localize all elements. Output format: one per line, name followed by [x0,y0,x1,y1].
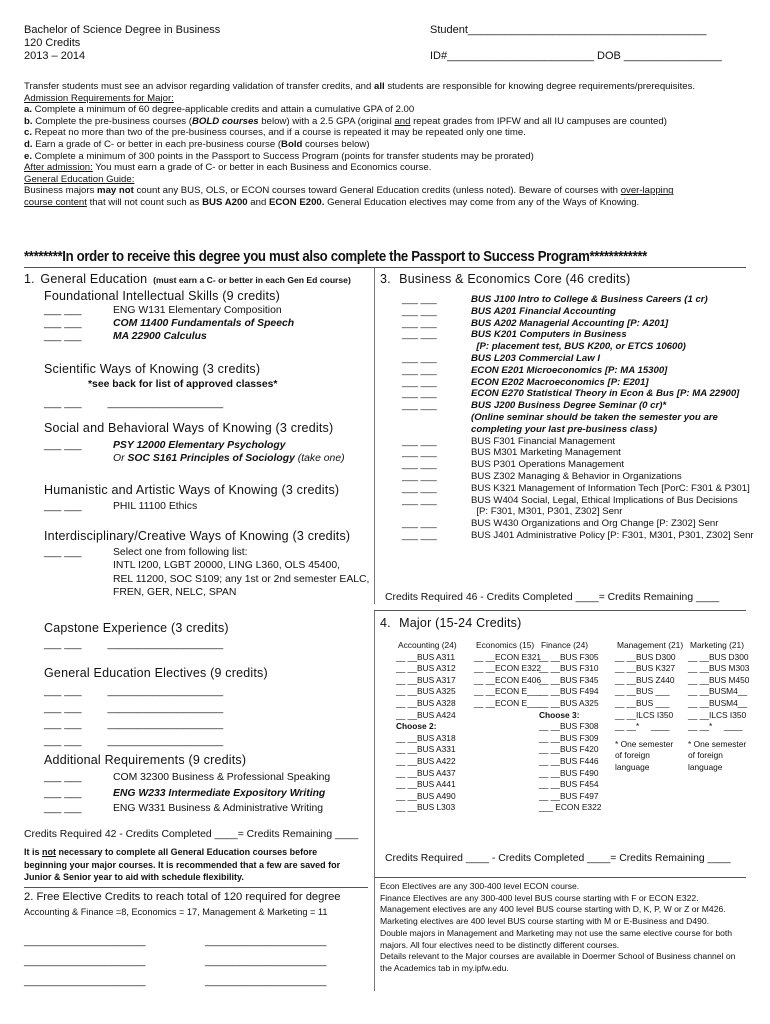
core-blank[interactable]: ___ ___ [402,352,437,364]
inter-blank[interactable]: ___ ___ [44,547,82,558]
core-blank[interactable]: ___ ___ [402,305,437,317]
major-marketing[interactable] [688,640,749,774]
management-item[interactable]: __ __BUS ___ [615,697,670,708]
finance-header: Finance (24) [541,640,589,650]
accounting-item[interactable]: __ __BUS L303 [396,802,456,813]
core-course: BUS J200 Business Degree Seminar (0 cr)* [471,400,667,412]
inter-list: Select one from following list: INTL I200, LGBT 20000, LING L360, OLS 45400, REL 11200, SOC S109; any 1st or 2nd semester EALC, FREN, GER, NELC, SPAN [113,547,370,599]
major-note-line: Marketing electives are 400 level BUS course starting with M or E-Business and D490. [380,916,710,927]
core-blank[interactable]: ___ ___ [402,459,437,471]
electives-heading: General Education Electives (9 credits) [44,666,268,680]
major-economics[interactable] [474,640,541,710]
core-course: BUS A202 Managerial Accounting [P: A201] [471,317,669,329]
core-course: BUS F301 Financial Management [471,435,615,447]
management-note: language [615,761,650,772]
free-elective-heading: 2. Free Elective Credits to reach total of 120 required for degree [24,891,341,903]
core-course: BUS Z302 Managing & Behavior in Organizations [471,470,682,482]
marketing-note: of foreign [688,750,723,761]
core-credits-line: Credits Required 46 - Credits Completed ____= Credits Remaining ____ [385,592,720,603]
major-credits-line: Credits Required ____ - Credits Completed ____= Credits Remaining ____ [385,853,731,864]
req-d: d. Earn a grade of C- or better in each pre-business course (Bold courses below) [24,138,370,150]
additional-heading: Additional Requirements (9 credits) [44,753,247,767]
accounting-item[interactable]: __ __BUS A317 [396,674,456,685]
economics-item[interactable]: __ __ECON E321 [474,651,542,662]
gened-credits-line: Credits Required 42 - Credits Completed ____= Credits Remaining ____ [24,829,359,840]
core-course: BUS J100 Intro to College & Business Careers (1 cr) [471,294,708,305]
elective-blanks[interactable]: ___ ___ ____________________ ___ ___ ____________________ ___ ___ ____________________ ___ ___ ____________________ [44,686,224,747]
management-item[interactable]: __ __ILCS I350 [615,709,674,720]
accounting-item[interactable]: __ __BUS A424 [396,709,456,720]
scientific-heading: Scientific Ways of Knowing (3 credits) [44,362,261,376]
core-courses [471,294,754,542]
finance-item: Choose 3: [539,709,580,720]
gen-ed-heading: 1. General Education (must earn a C- or better in each Gen Ed course) [24,272,351,286]
core-course: BUS W404 Social, Legal, Ethical Implications of Bus Decisions [471,494,738,506]
accounting-item[interactable]: __ __BUS A422 [396,755,456,766]
divider [374,610,746,611]
management-item[interactable]: __ __* ____ [615,721,670,732]
intro-section [24,81,754,209]
management-note: of foreign [615,750,650,761]
core-course: (Online seminar should be taken the semester you are [471,411,718,423]
humanistic-heading: Humanistic and Artistic Ways of Knowing (3 credits) [44,483,340,497]
accounting-item[interactable]: __ __BUS A437 [396,767,456,778]
divider [24,267,746,268]
economics-item[interactable]: __ __ECON E___ [474,697,542,708]
finance-item[interactable]: __ __BUS F308 [539,721,599,732]
accounting-item[interactable]: __ __BUS A318 [396,732,456,743]
capstone-blank[interactable]: ___ ___ ____________________ [44,639,224,650]
core-course: BUS K321 Management of Information Tech [PorC: F301 & P301] [471,482,750,494]
marketing-header: Marketing (21) [690,640,744,650]
core-blank[interactable]: ___ ___ [402,482,437,494]
column-divider [374,268,375,604]
catalog-year: 2013 – 2014 [24,50,86,62]
major-finance[interactable] [539,640,601,814]
marketing-item[interactable]: __ __BUSM4__ [688,697,748,708]
marketing-item[interactable]: __ __BUSM4__ [688,686,748,697]
finance-item[interactable]: __ __BUS A325 [539,697,599,708]
finance-item[interactable]: __ __BUS F309 [539,732,599,743]
management-item[interactable]: __ __BUS Z440 [615,674,675,685]
core-blank [402,506,437,518]
core-blank[interactable]: ___ ___ [402,294,437,305]
major-accounting[interactable] [396,640,457,814]
core-course: BUS W430 Organizations and Org Change [P: Z302] Senr [471,518,719,530]
program-info [24,24,220,63]
accounting-item[interactable]: __ __BUS A311 [396,651,455,662]
found-blanks[interactable]: ___ ___ ___ ___ ___ ___ [44,305,82,342]
sci-blank[interactable]: ___ ___ ____________________ [44,398,224,409]
core-course: completing your last pre-business class) [471,423,658,435]
id-dob-field[interactable]: ID#________________________ DOB ________________ [430,50,722,62]
core-blank[interactable]: ___ ___ [402,329,437,341]
student-field[interactable]: Student_______________________________________ [430,24,707,36]
core-blank[interactable]: ___ ___ [402,447,437,459]
major-note-line: Finance Electives are any 300-400 level BUS course starting with F or ECON E322. [380,892,699,903]
finance-item[interactable]: __ __BUS F494 [539,686,599,697]
economics-item[interactable]: __ __ECON E406 [474,674,542,685]
marketing-item[interactable]: __ __BUS M450 [688,674,750,685]
foundational-courses: ENG W131 Elementary Composition COM 11400 Fundamentals of Speech MA 22900 Calculus [113,305,295,342]
degree-title: Bachelor of Science Degree in Business [24,24,221,36]
finance-item[interactable]: __ __BUS F310 [539,663,599,674]
core-blank[interactable]: ___ ___ [402,494,437,506]
core-course: BUS M301 Marketing Management [471,447,621,459]
scientific-note: *see back for list of approved classes* [88,379,278,390]
req-e: e. Complete a minimum of 300 points in the Passport to Success Program (points for transfer students may be prorated) [24,150,534,162]
core-heading: 3. Business & Economics Core (46 credits) [380,272,631,286]
core-blank[interactable]: ___ ___ [402,518,437,530]
accounting-item[interactable]: __ __BUS A490 [396,790,456,801]
finance-item[interactable]: __ __BUS F345 [539,674,599,685]
intro-transfer-line: Transfer students must see an advisor regarding validation of transfer credits, and all students are responsible for knowing degree requirements/prerequisites. [24,81,696,92]
finance-item[interactable]: __ __BUS F490 [539,767,599,778]
core-course: BUS J401 Administrative Policy [P: F301, M301, P301, Z302] Senr [471,529,754,541]
accounting-item[interactable]: __ __BUS A441 [396,779,456,790]
core-blank [402,424,437,436]
major-management[interactable] [615,640,683,774]
core-course: BUS K201 Computers in Business [471,329,627,341]
management-note: * One semester [615,738,674,749]
finance-item[interactable]: __ __BUS F454 [539,779,599,790]
marketing-item[interactable]: __ __BUS D300 [688,651,749,662]
major-notes [380,881,735,975]
management-item[interactable]: __ __BUS K327 [615,663,676,674]
major-note-line: Double majors in Management and Marketing may not use the same elective course for both [380,927,733,938]
core-blank[interactable]: ___ ___ [402,400,437,412]
req-c: c. Repeat no more than two of the pre-business courses, and if a course is repeated it may be repeated only one time. [24,127,526,139]
economics-header: Economics (15) [476,640,535,650]
economics-item[interactable]: __ __ECON E___ [474,686,542,697]
social-heading: Social and Behavioral Ways of Knowing (3 credits) [44,421,334,435]
major-note-line: the Academics tab in my.ipfw.edu. [380,962,509,973]
req-b: b. Complete the pre-business courses (BOLD courses below) with a 2.5 GPA (original and repeat grades from IPFW and all IU campuses are counted) [24,115,667,127]
additional-courses: COM 32300 Business & Professional Speaking ENG W233 Intermediate Expository Writing ENG W331 Business & Administrative Writing [113,772,331,814]
inter-heading: Interdisciplinary/Creative Ways of Knowing (3 credits) [44,529,351,543]
after-admission: After admission: You must earn a grade of C- or better in each Business and Economics course. [24,162,432,174]
core-blank[interactable]: ___ ___ [402,529,437,541]
gen-ed-guide-line1: Business majors may not count any BUS, OLS, or ECON courses toward General Education credits (unless noted). Beware of courses with over-lapping [24,185,674,197]
accounting-item[interactable]: __ __BUS A325 [396,686,456,697]
core-course: [P: F301, M301, P301, Z302] Senr [471,506,623,518]
major-note-line: Details relevant to the Major courses are available in Doermer School of Business channel on [380,951,736,962]
free-blanks-left[interactable]: _____________________ _____________________ _____________________ [24,936,146,987]
accounting-item[interactable]: __ __BUS A331 [396,744,456,755]
foundational-heading: Foundational Intellectual Skills (9 credits) [44,289,280,303]
management-item[interactable]: __ __BUS ___ [615,686,670,697]
req-a: a. Complete a minimum of 60 degree-applicable credits and attain a cumulative GPA of 2.00 [24,104,415,116]
column-divider [374,611,375,991]
core-course: [P: placement test, BUS K200, or ETCS 10600) [471,341,686,353]
core-course: BUS A201 Financial Accounting [471,305,616,317]
major-note-line: Econ Electives are any 300-400 level ECON course. [380,881,580,891]
core-blank[interactable]: ___ ___ [402,470,437,482]
core-course: ECON E201 Microeconomics [P: MA 15300] [471,364,668,376]
core-blank[interactable]: ___ ___ [402,388,437,400]
core-blank [402,341,437,353]
gened-note: It is not necessary to complete all General Education courses before beginning your major courses. It is recommended that a few are saved for Junior & Senior year to aid with schedule flexibility. [24,847,341,883]
divider [374,877,746,878]
finance-item[interactable]: __ __BUS F497 [539,790,599,801]
marketing-item[interactable]: __ __BUS M303 [688,663,750,674]
core-course: ECON E270 Statistical Theory in Econ & Bus [P: MA 22900] [471,388,740,400]
core-course: ECON E202 Macroeconomics [P: E201] [471,376,649,388]
hum-course: PHIL 11100 Ethics [113,501,198,512]
capstone-heading: Capstone Experience (3 credits) [44,621,229,635]
finance-item[interactable]: __ __BUS F446 [539,755,599,766]
major-note-line: Management electives are any 400 level BUS course starting with D, K, P, W or Z or M426. [380,904,726,915]
passport-banner: ********In order to receive this degree you must also complete the Passport to Success Program************ [24,248,647,265]
finance-item[interactable]: ___ ECON E322 [539,802,602,813]
social-blank[interactable]: ___ ___ [44,440,82,451]
accounting-item: Choose 2: [396,721,437,732]
social-courses: PSY 12000 Elementary Psychology Or SOC S161 Principles of Sociology (take one) [113,440,345,464]
accounting-header: Accounting (24) [398,640,457,650]
core-blank[interactable]: ___ ___ [402,376,437,388]
marketing-note: * One semester [688,738,747,749]
major-heading: 4. Major (15-24 Credits) [380,616,522,630]
additional-blanks[interactable]: ___ ___ ___ ___ ___ ___ [44,772,82,814]
gen-ed-guide-heading: General Education Guide: [24,173,135,185]
finance-item[interactable]: __ __BUS F420 [539,744,599,755]
finance-item[interactable]: __ __BUS F305 [539,651,599,662]
core-blank[interactable]: ___ ___ [402,364,437,376]
marketing-note: language [688,761,723,772]
hum-blank[interactable]: ___ ___ [44,501,82,512]
major-note-line: majors. All four electives need to be distinctly different courses. [380,939,620,950]
management-header: Management (21) [617,640,684,650]
core-course: BUS L203 Commercial Law I [471,352,601,364]
free-elective-sub: Accounting & Finance =8, Economics = 17, Management & Marketing = 11 [24,907,328,917]
core-blank[interactable]: ___ ___ [402,317,437,329]
core-blank[interactable]: ___ ___ [402,435,437,447]
marketing-item[interactable]: __ __* ____ [688,721,743,732]
admission-heading: Admission Requirements for Major: [24,92,174,104]
marketing-item[interactable]: __ __ILCS I350 [688,709,747,720]
gen-ed-guide-line2: course content that will not count such as BUS A200 and ECON E200. General Education electives may come from any of the Ways of Knowing. [24,196,640,208]
management-item[interactable]: __ __BUS D300 [615,651,676,662]
divider [24,887,368,888]
credits-total: 120 Credits [24,37,81,49]
accounting-item[interactable]: __ __BUS A328 [396,697,456,708]
core-blank [402,412,437,424]
core-course: BUS P301 Operations Management [471,459,625,471]
accounting-item[interactable]: __ __BUS A312 [396,663,456,674]
core-blanks[interactable] [402,294,437,542]
economics-item[interactable]: __ __ECON E322 [474,663,542,674]
free-blanks-right[interactable]: _____________________ _____________________ _____________________ [205,936,327,987]
